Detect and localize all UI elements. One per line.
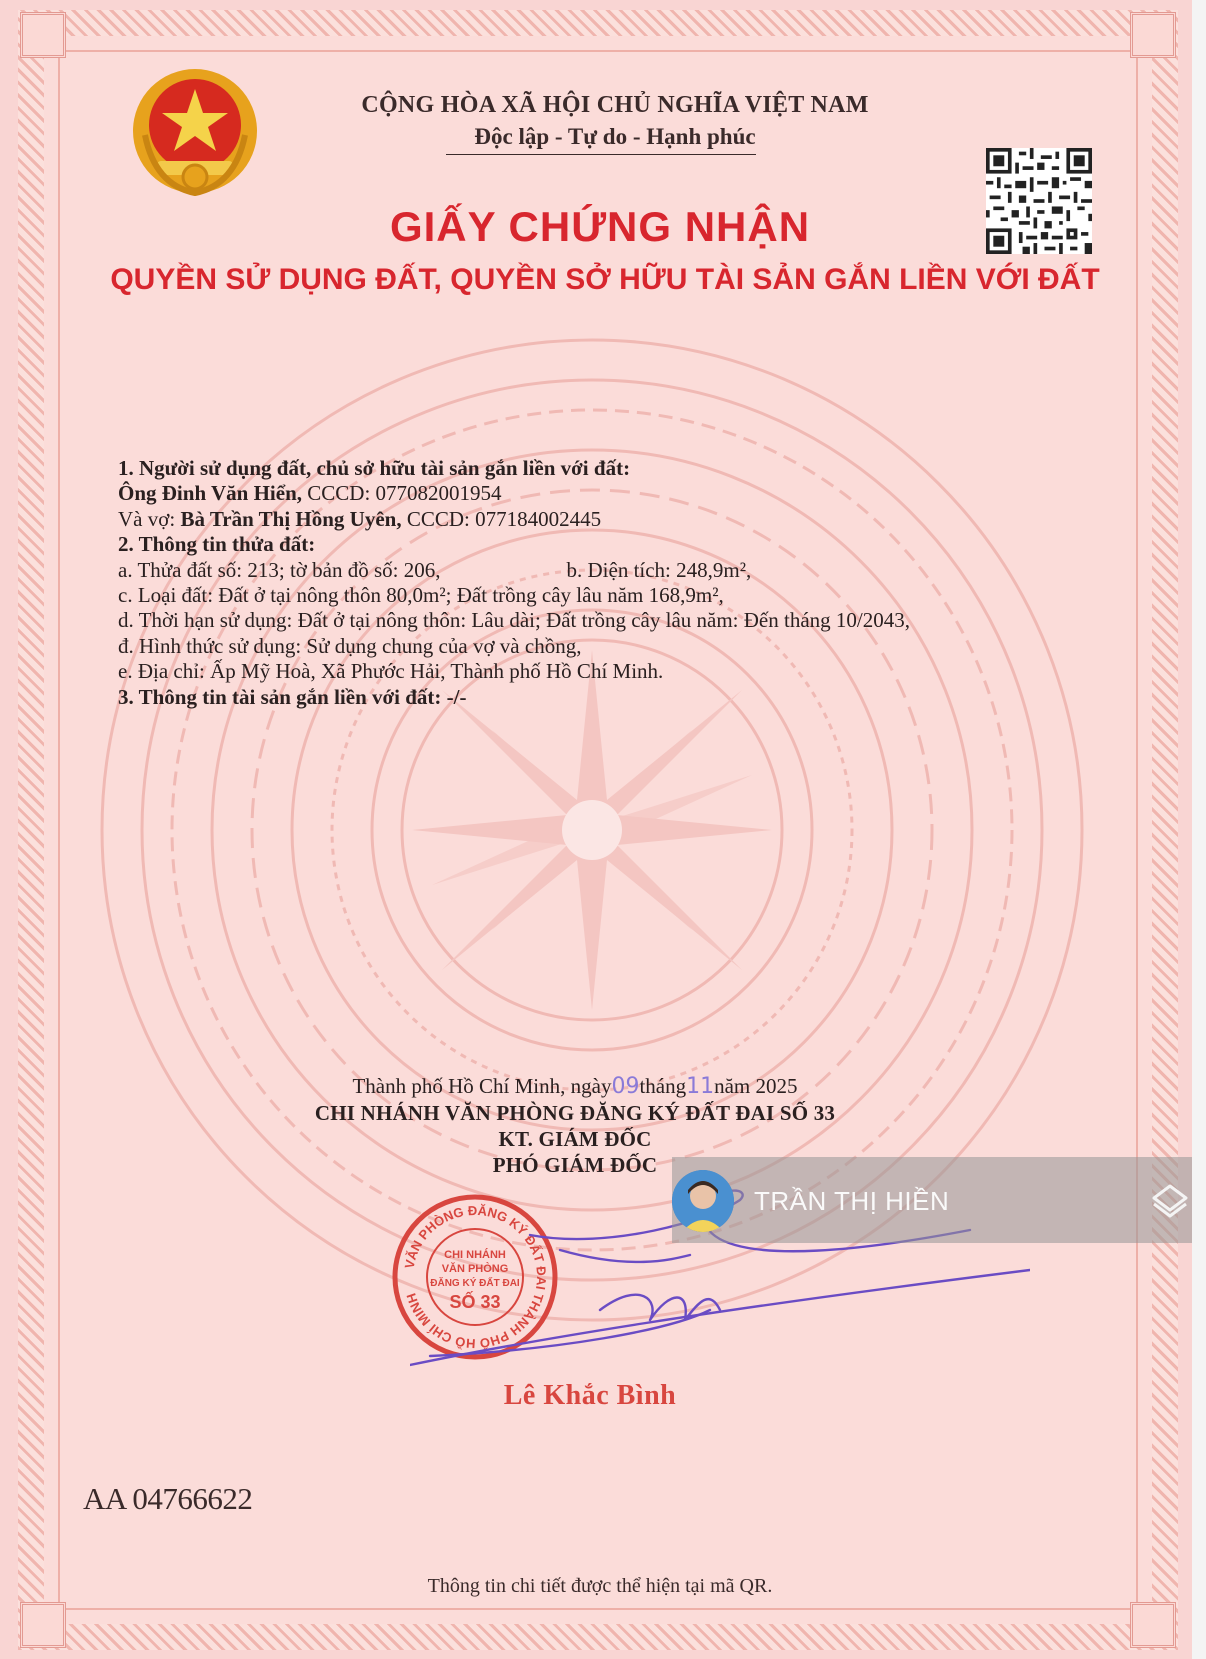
- land-type: c. Loại đất: Đất ở tại nông thôn 80,0m²; Đất trồng cây lâu năm 168,9m²,: [118, 583, 724, 608]
- footer-note: Thông tin chi tiết được thể hiện tại mã QR.: [427, 1575, 773, 1597]
- corner-ornament: [1130, 1602, 1176, 1648]
- certificate-subtitle: QUYỀN SỬ DỤNG ĐẤT, QUYỀN SỞ HỮU TÀI SẢN GẮN LIỀN VỚI ĐẤT: [110, 263, 1100, 296]
- corner-ornament: [20, 1602, 66, 1648]
- certificate-title: GIẤY CHỨNG NHẬN: [389, 203, 811, 250]
- layers-logo-icon: [1148, 1180, 1192, 1224]
- spouse-prefix: Và vợ:: [118, 506, 181, 531]
- section-2-heading: 2. Thông tin thửa đất:: [118, 532, 316, 557]
- signer-name: Lê Khắc Bình: [503, 1380, 677, 1411]
- certificate-body: [118, 456, 1118, 710]
- svg-text:CHI NHÁNH: CHI NHÁNH: [444, 1249, 506, 1261]
- spouse-id: CCCD: 077184002445: [401, 506, 602, 531]
- svg-text:ĐĂNG KÝ ĐẤT ĐAI: ĐĂNG KÝ ĐẤT ĐAI: [430, 1278, 520, 1289]
- owner-id: CCCD: 077082001954: [302, 481, 502, 506]
- spouse-line: [118, 507, 1118, 532]
- parcel-area: b. Diện tích: 248,9m²,: [566, 557, 752, 582]
- section-3-heading: 3. Thông tin tài sản gắn liền với đất: -/-: [118, 684, 467, 709]
- owner-name: Ông Đinh Văn Hiển,: [118, 481, 303, 506]
- usage-term: d. Thời hạn sử dụng: Đất ở tại nông thôn: Lâu dài; Đất trồng cây lâu năm: Đến tháng 10/2043,: [118, 608, 910, 633]
- serial-number: AA 04766622: [83, 1481, 253, 1516]
- motto: Độc lập - Tự do - Hạnh phúc: [474, 124, 756, 149]
- national-title: CỘNG HÒA XÃ HỘI CHỦ NGHĨA VIỆT NAM: [361, 92, 869, 118]
- section-1-heading: 1. Người sử dụng đất, chủ sở hữu tài sản gắn liền với đất:: [118, 456, 631, 480]
- qr-code[interactable]: [986, 148, 1092, 254]
- svg-text:VĂN PHÒNG: VĂN PHÒNG: [441, 1263, 509, 1275]
- svg-text:SỐ 33: SỐ 33: [449, 1292, 501, 1312]
- signer-role: PHÓ GIÁM ĐỐC: [492, 1153, 658, 1177]
- overlay-name: TRẦN THỊ HIỀN: [754, 1186, 950, 1216]
- on-behalf-line: KT. GIÁM ĐỐC: [498, 1127, 652, 1151]
- signing-date: Thành phố Hồ Chí Minh, ngày09tháng11năm 2025: [352, 1074, 798, 1099]
- issuing-office: CHI NHÁNH VĂN PHÒNG ĐĂNG KÝ ĐẤT ĐAI SỐ 33: [314, 1101, 836, 1125]
- signing-day: 09: [611, 1074, 640, 1099]
- parcel-line-a-b: [118, 558, 1118, 583]
- avatar[interactable]: [672, 1170, 734, 1232]
- corner-ornament: [20, 12, 66, 58]
- spouse-name: Bà Trần Thị Hồng Uyên,: [180, 506, 402, 531]
- signing-month: 11: [686, 1074, 715, 1099]
- corner-ornament: [1130, 12, 1176, 58]
- usage-form: đ. Hình thức sử dụng: Sử dụng chung của vợ và chồng,: [118, 633, 582, 658]
- svg-text:VĂN PHÒNG ĐĂNG KÝ ĐẤT ĐAI THÀN: VĂN PHÒNG ĐĂNG KÝ ĐẤT ĐAI THÀNH PHỐ HỒ CHÍ MINH: [401, 1202, 550, 1352]
- owner-line: [118, 481, 1118, 506]
- parcel-number: a. Thửa đất số: 213; tờ bản đồ số: 206,: [118, 557, 441, 582]
- national-emblem: [125, 65, 265, 205]
- motto-underline: [446, 154, 756, 155]
- address: e. Địa chỉ: Ấp Mỹ Hoà, Xã Phước Hải, Thành phố Hồ Chí Minh.: [118, 659, 664, 684]
